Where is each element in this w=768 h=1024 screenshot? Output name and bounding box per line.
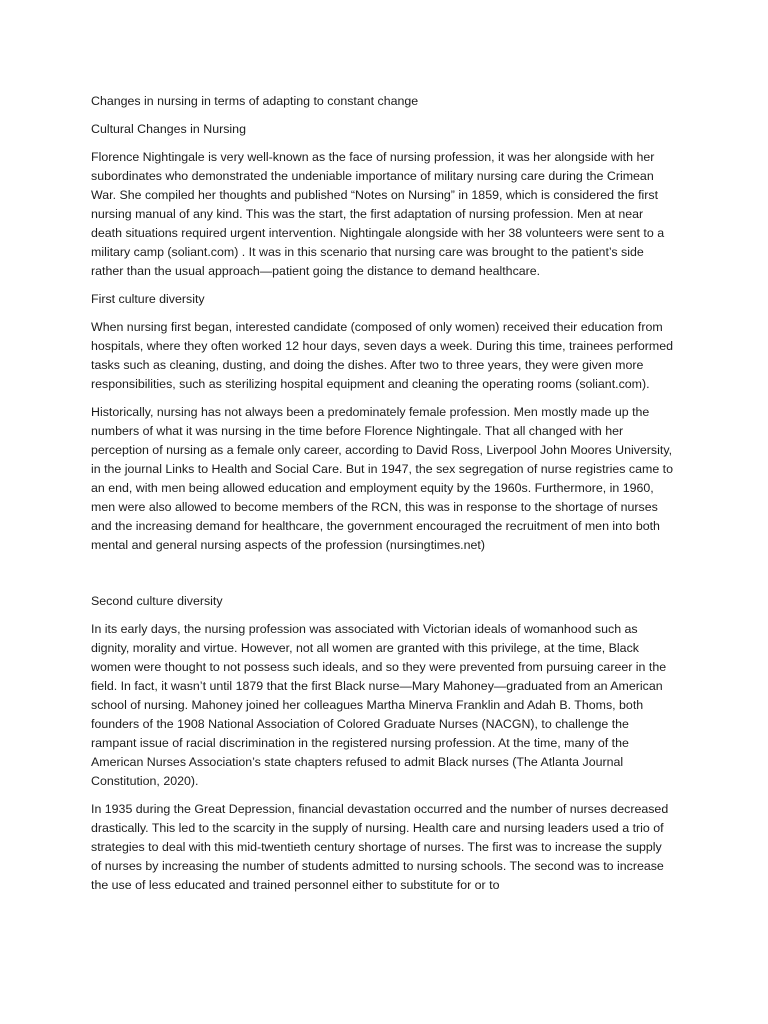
paragraph-nursing-first-began: When nursing first began, interested candidate (composed of only women) received their education from hospitals, where they often worked 12 hour days, seven days a week. During this time, trainees performed tasks such as cleaning, dusting, and doing the dishes. After two to three years, they were given more responsibilities, such as sterilizing hospital equipment and cleaning the operating rooms (soliant.com). — [91, 320, 673, 391]
document-page — [91, 92, 675, 904]
paragraph-historically: Historically, nursing has not always been a predominately female profession. Men mostly made up the numbers of what it was nursing in the time before Florence Nightingale. That all changed with her perception of nursing as a female only career, according to David Ross, Liverpool John Moores University, in the journal Links to Health and Social Care. But in 1947, the sex segregation of nurse registries came to an end, with men being allowed education and employment equity by the 1960s. Furthermore, in 1960, men were also allowed to become members of the RCN, this was in response to the shortage of nurses and the increasing demand for healthcare, the government encouraged the recruitment of men into both mental and general nursing aspects of the profession (nursingtimes.net) — [91, 405, 674, 552]
document-title: Changes in nursing in terms of adapting to constant change — [91, 94, 419, 108]
paragraph-1935-great-depression: In 1935 during the Great Depression, financial devastation occurred and the number of nurses decreased drastically. This led to the scarcity in the supply of nursing. Health care and nursing leaders used a trio of strategies to deal with this mid-twentieth century shortage of nurses. The first was to increase the supply of nurses by increasing the number of students admitted to nursing schools. The second was to increase the use of less educated and trained personnel either to substitute for or to — [91, 802, 669, 892]
paragraph-nightingale: Florence Nightingale is very well-known as the face of nursing profession, it was her alongside with her subordinates who demonstrated the undeniable importance of military nursing care during the Crimean War. She compiled her thoughts and published “Notes on Nursing” in 1859, which is considered the first nursing manual of any kind. This was the start, the first adaptation of nursing profession. Men at near death situations required urgent intervention. Nightingale alongside with her 38 volunteers were sent to a military camp (soliant.com) . It was in this scenario that nursing care was brought to the patient’s side rather than the usual approach—patient going the distance to demand healthcare. — [91, 150, 665, 278]
section-heading-second-culture-diversity: Second culture diversity — [91, 594, 223, 608]
section-heading-first-culture-diversity: First culture diversity — [91, 292, 205, 306]
section-heading-cultural-changes: Cultural Changes in Nursing — [91, 122, 246, 136]
paragraph-early-days: In its early days, the nursing profession was associated with Victorian ideals of womanhood such as dignity, morality and virtue. However, not all women are granted with this privilege, at the time, Black women were thought to not possess such ideals, and so they were prevented from pursuing career in the field. In fact, it wasn’t until 1879 that the first Black nurse—Mary Mahoney—graduated from an American school of nursing. Mahoney joined her colleagues Martha Minerva Franklin and Adah B. Thoms, both founders of the 1908 National Association of Colored Graduate Nurses (NACGN), to challenge the rampant issue of racial discrimination in the registered nursing profession. At the time, many of the American Nurses Association’s state chapters refused to admit Black nurses (The Atlanta Journal Constitution, 2020). — [91, 622, 667, 788]
